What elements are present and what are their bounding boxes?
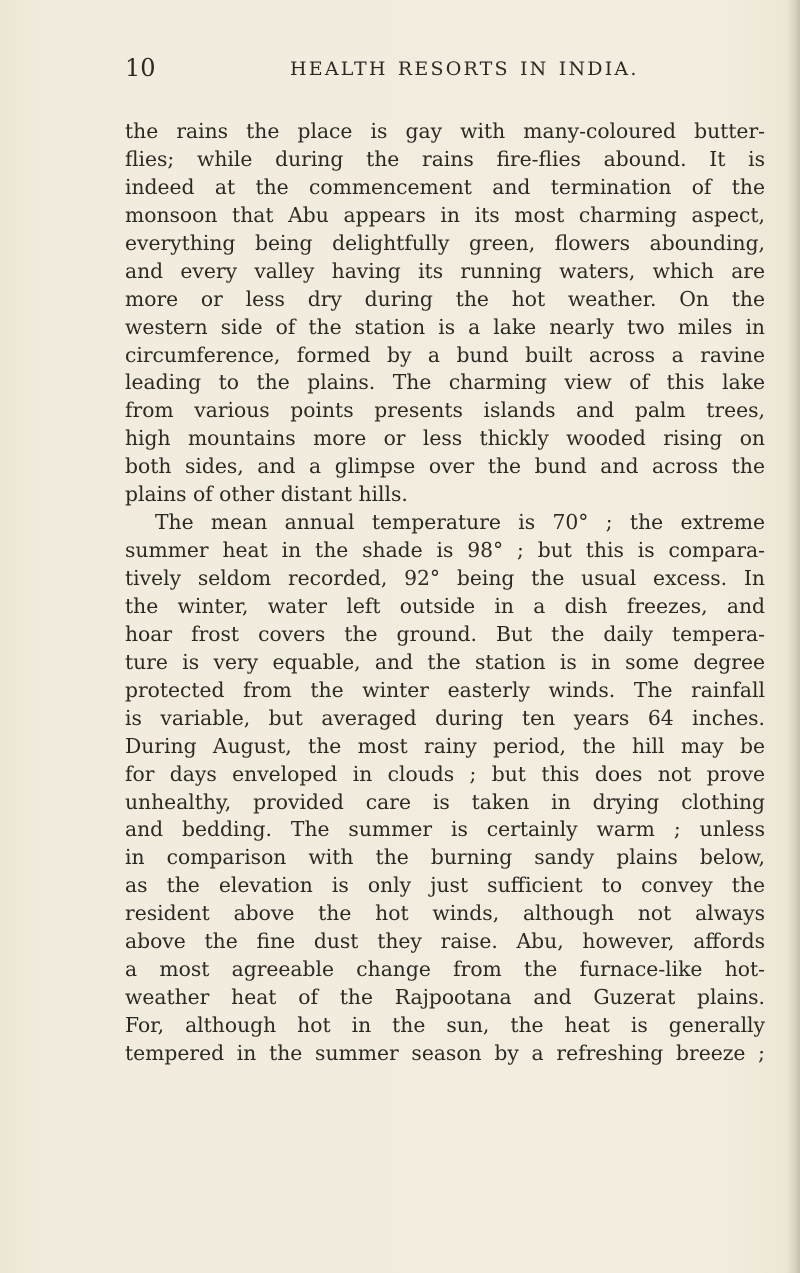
text-line: above the fine dust they raise. Abu, however, affords	[125, 929, 765, 954]
text-line: The mean annual temperature is 70° ; the extreme	[155, 510, 765, 535]
text-line: ture is very equable, and the station is in some degree	[125, 649, 765, 674]
text-line: unhealthy, provided care is taken in drying clothing	[125, 789, 765, 814]
text-line: flies; while during the rains fire-flies abound. It is	[125, 146, 765, 171]
text-line: everything being delightfully green, flowers abounding,	[125, 230, 765, 255]
text-line: During August, the most rainy period, the hill may be	[125, 733, 765, 758]
text-line: plains of other distant hills.	[125, 482, 408, 507]
text-line: and bedding. The summer is certainly warm ; unless	[125, 817, 765, 842]
text-line: western side of the station is a lake nearly two miles in	[125, 314, 765, 339]
text-line: is variable, but averaged during ten years 64 inches.	[125, 705, 765, 730]
text-line: indeed at the commencement and termination of the	[125, 174, 765, 199]
text-line: hoar frost covers the ground. But the daily tempera-	[125, 621, 765, 646]
text-line: more or less dry during the hot weather. On the	[125, 286, 765, 311]
text-line: summer heat in the shade is 98° ; but this is compara-	[125, 538, 765, 563]
body-text	[125, 118, 765, 1068]
text-line: protected from the winter easterly winds. The rainfall	[125, 677, 765, 702]
text-line: For, although hot in the sun, the heat is generally	[125, 1013, 765, 1037]
text-line: in comparison with the burning sandy plains below,	[125, 845, 765, 870]
text-line: monsoon that Abu appears in its most charming aspect,	[125, 202, 765, 227]
text-line: as the elevation is only just sufficient to convey the	[125, 873, 765, 898]
text-line: the rains the place is gay with many-coloured butter-	[125, 119, 765, 143]
text-line: a most agreeable change from the furnace-like hot-	[125, 957, 765, 982]
text-line: both sides, and a glimpse over the bund and across the	[125, 454, 765, 479]
text-line: weather heat of the Rajpootana and Guzerat plains.	[125, 985, 765, 1010]
text-line: and every valley having its running waters, which are	[125, 258, 765, 283]
text-line: high mountains more or less thickly wooded rising on	[125, 426, 765, 451]
page-edge-shadow	[786, 0, 800, 1273]
text-line: tempered in the summer season by a refreshing breeze ;	[125, 1040, 765, 1065]
page-number: 10	[125, 54, 156, 82]
text-line: from various points presents islands and palm trees,	[125, 398, 765, 423]
text-line: for days enveloped in clouds ; but this does not prove	[125, 761, 765, 786]
text-line: leading to the plains. The charming view of this lake	[125, 370, 765, 395]
text-line: circumference, formed by a bund built across a ravine	[125, 342, 765, 367]
running-head: HEALTH RESORTS IN INDIA.	[290, 58, 639, 80]
text-line: resident above the hot winds, although not always	[125, 901, 765, 926]
text-line: the winter, water left outside in a dish freezes, and	[125, 593, 765, 618]
page-header	[125, 54, 765, 84]
text-line: tively seldom recorded, 92° being the usual excess. In	[125, 566, 765, 590]
